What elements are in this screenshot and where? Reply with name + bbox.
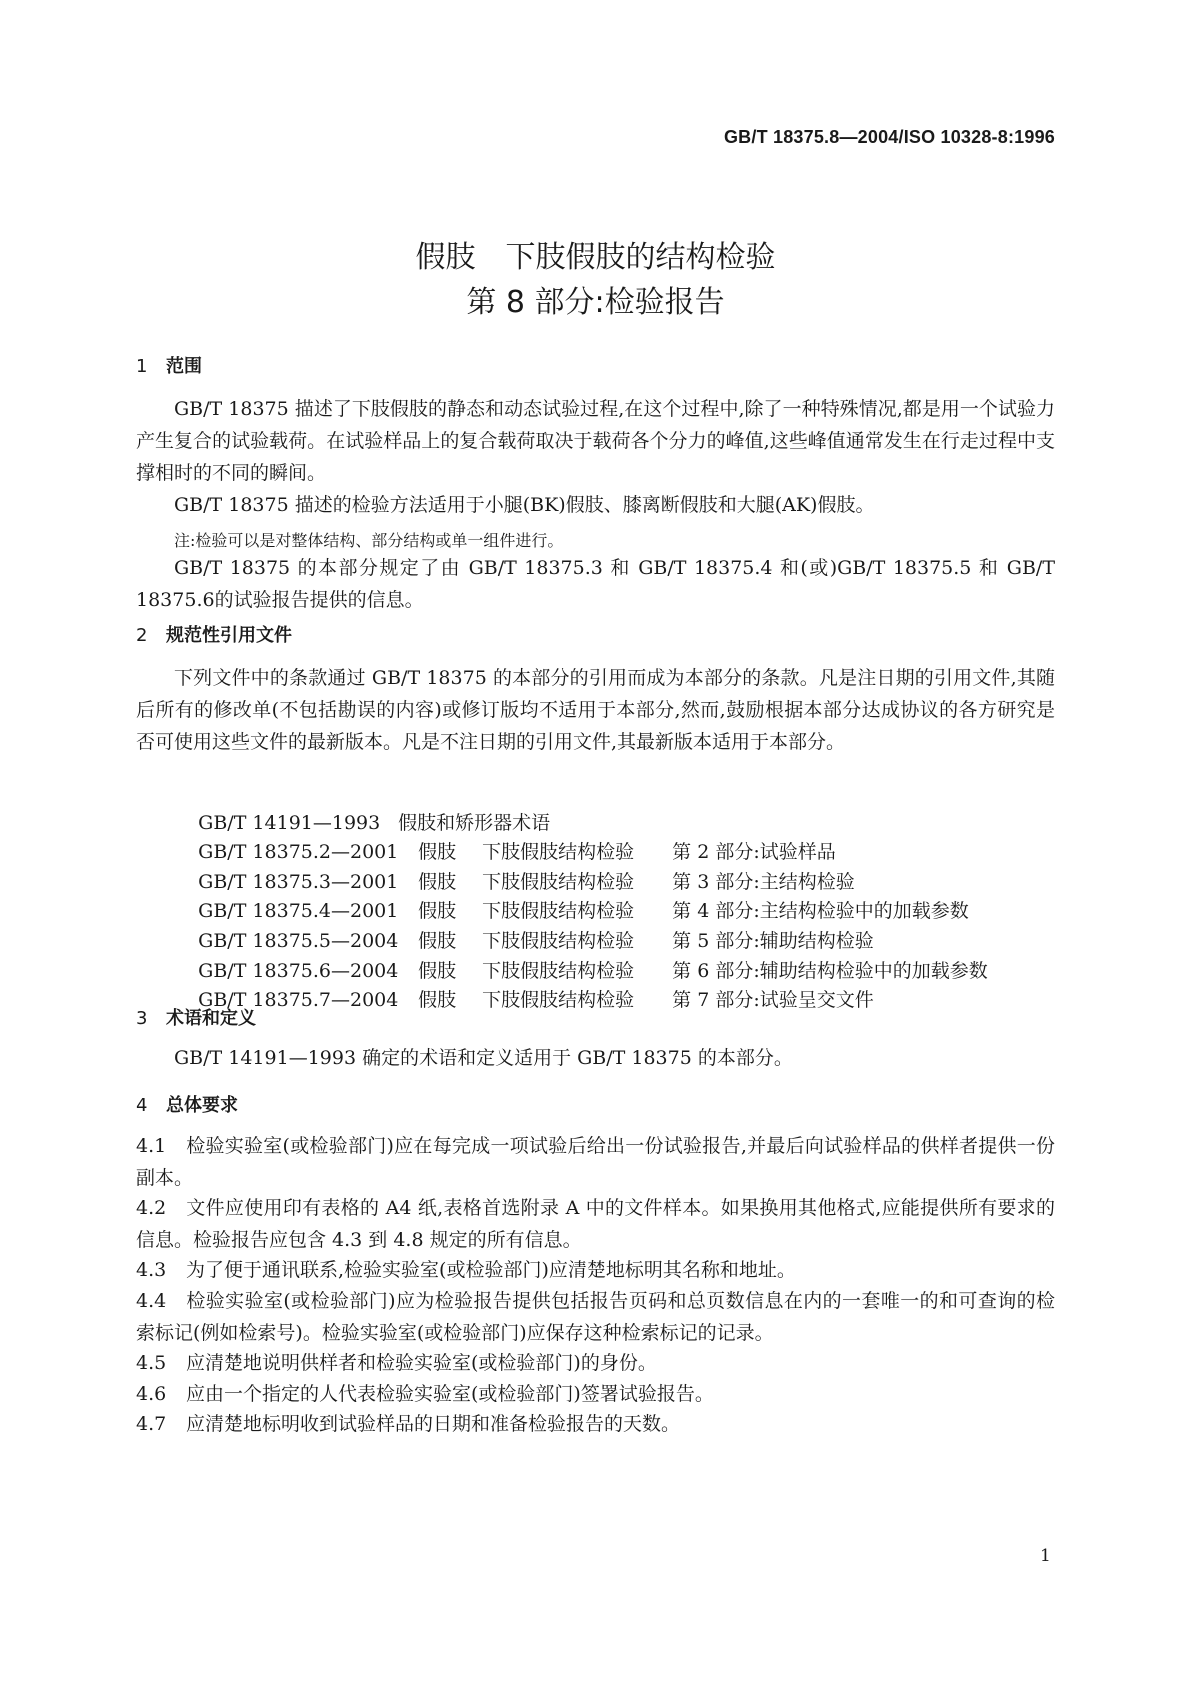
page-number: 1 (1040, 1546, 1051, 1566)
paragraph-scope-3: GB/T 18375 的本部分规定了由 GB/T 18375.3 和 GB/T 18375.4 和(或)GB/T 18375.5 和 GB/T 18375.6的试验报告提供的信息。 (136, 557, 1055, 611)
section-heading-2 (136, 621, 292, 647)
reference-code: GB/T 18375.5—2004 (198, 930, 399, 952)
clause-4-1 (136, 1130, 1055, 1194)
reference-part-b: 下肢假肢结构检验 (482, 871, 635, 893)
reference-part-c: 第 6 部分:辅助结构检验中的加载参数 (672, 960, 988, 982)
clause-number: 4.7 (136, 1413, 167, 1435)
section-heading-1 (136, 352, 202, 378)
reference-part-a: 假肢 (418, 871, 457, 893)
reference-part-b: 下肢假肢结构检验 (482, 989, 635, 1011)
clause-text: 检验实验室(或检验部门)应为检验报告提供包括报告页码和总页数信息在内的一套唯一的和可查询的检索标记(例如检索号)。检验实验室(或检验部门)应保存这种检索标记的记录。 (136, 1290, 1055, 1344)
section-title: 规范性引用文件 (166, 625, 292, 646)
section-number: 3 (136, 1008, 148, 1029)
section-number: 1 (136, 356, 148, 377)
section-title: 范围 (166, 356, 202, 377)
paragraph-normative-refs: 下列文件中的条款通过 GB/T 18375 的本部分的引用而成为本部分的条款。凡是注日期的引用文件,其随后所有的修改单(不包括勘误的内容)或修订版均不适用于本部分,然而,鼓励根据本部分达成协议的各方研究是否可使用这些文件的最新版本。凡是不注日期的引用文件,其最新版本适用于本部分。 (136, 667, 1055, 753)
reference-part-b: 下肢假肢结构检验 (482, 930, 635, 952)
reference-item (174, 963, 874, 1034)
clause-text: 应清楚地标明收到试验样品的日期和准备检验报告的天数。 (186, 1413, 681, 1435)
section-heading-3 (136, 1004, 256, 1030)
clause-text: 文件应使用印有表格的 A4 纸,表格首选附录 A 中的文件样本。如果换用其他格式,应能提供所有要求的信息。检验报告应包含 4.3 到 4.8 规定的所有信息。 (136, 1197, 1055, 1251)
reference-code: GB/T 18375.6—2004 (198, 960, 399, 982)
reference-part-b: 下肢假肢结构检验 (482, 841, 635, 863)
section-number: 4 (136, 1095, 148, 1116)
clause-number: 4.4 (136, 1290, 167, 1312)
reference-code: GB/T 14191—1993 (198, 812, 381, 834)
clause-4-6 (136, 1378, 1055, 1410)
clause-text: 应清楚地说明供样者和检验实验室(或检验部门)的身份。 (186, 1352, 657, 1374)
clause-number: 4.3 (136, 1259, 167, 1281)
reference-part-a: 假肢 (418, 989, 457, 1011)
clause-number: 4.1 (136, 1135, 167, 1157)
note-scope: 注:检验可以是对整体结构、部分结构或单一组件进行。 (174, 531, 564, 550)
clause-number: 4.2 (136, 1197, 167, 1219)
paragraph-terms: GB/T 14191—1993 确定的术语和定义适用于 GB/T 18375 的本部分。 (174, 1047, 793, 1069)
clause-text: 为了便于通讯联系,检验实验室(或检验部门)应清楚地标明其名称和地址。 (186, 1259, 796, 1281)
document-title-line1: 假肢 下肢假肢的结构检验 (415, 240, 776, 275)
clause-4-4 (136, 1285, 1055, 1349)
paragraph-scope-1: GB/T 18375 描述了下肢假肢的静态和动态试验过程,在这个过程中,除了一种特殊情况,都是用一个试验力产生复合的试验载荷。在试验样品上的复合载荷取决于载荷各个分力的峰值,这些峰值通常发生在行走过程中支撑相时的不同的瞬间。 (136, 398, 1055, 484)
section-title: 总体要求 (166, 1095, 238, 1116)
document-title-line2: 第 8 部分:检验报告 (466, 285, 725, 320)
clause-4-5 (136, 1347, 1055, 1379)
standard-code: GB/T 18375.8—2004/ISO 10328-8:1996 (723, 127, 1055, 147)
reference-code: GB/T 18375.4—2001 (198, 900, 399, 922)
reference-code: GB/T 18375.2—2001 (198, 841, 399, 863)
reference-part-c: 第 2 部分:试验样品 (672, 841, 836, 863)
clause-number: 4.5 (136, 1352, 167, 1374)
reference-part-c: 第 7 部分:试验呈交文件 (672, 989, 874, 1011)
clause-number: 4.6 (136, 1383, 167, 1405)
section-heading-4 (136, 1091, 238, 1117)
reference-code: GB/T 18375.3—2001 (198, 871, 399, 893)
reference-code: GB/T 18375.7—2004 (198, 989, 399, 1011)
reference-part-a: 假肢 (418, 841, 457, 863)
section-number: 2 (136, 625, 148, 646)
section-title: 术语和定义 (166, 1008, 256, 1029)
reference-title: 假肢和矫形器术语 (398, 812, 551, 834)
clause-text: 检验实验室(或检验部门)应在每完成一项试验后给出一份试验报告,并最后向试验样品的供样者提供一份副本。 (136, 1135, 1055, 1189)
reference-part-b: 下肢假肢结构检验 (482, 900, 635, 922)
clause-4-7 (136, 1408, 1055, 1440)
reference-part-c: 第 3 部分:主结构检验 (672, 871, 855, 893)
reference-part-b: 下肢假肢结构检验 (482, 960, 635, 982)
clause-4-3 (136, 1254, 1055, 1286)
clause-text: 应由一个指定的人代表检验实验室(或检验部门)签署试验报告。 (186, 1383, 714, 1405)
clause-4-2 (136, 1192, 1055, 1256)
paragraph-scope-2: GB/T 18375 描述的检验方法适用于小腿(BK)假肢、膝离断假肢和大腿(AK)假肢。 (174, 494, 875, 516)
reference-part-a: 假肢 (418, 960, 457, 982)
reference-part-a: 假肢 (418, 930, 457, 952)
reference-part-c: 第 4 部分:主结构检验中的加载参数 (672, 900, 969, 922)
reference-part-a: 假肢 (418, 900, 457, 922)
reference-part-c: 第 5 部分:辅助结构检验 (672, 930, 874, 952)
